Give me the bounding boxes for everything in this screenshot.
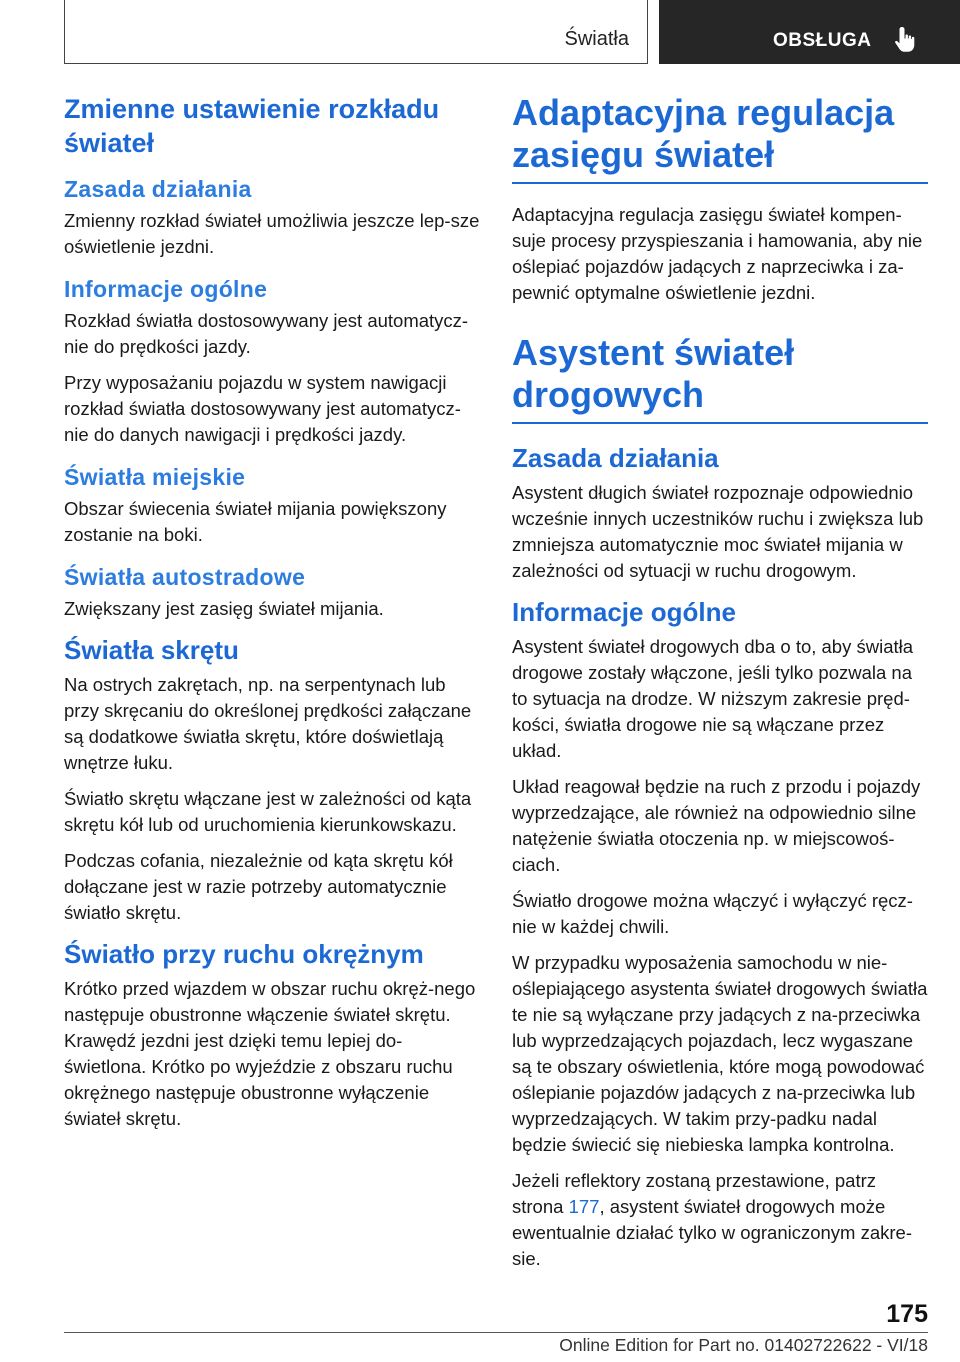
heading-rule bbox=[512, 332, 928, 424]
paragraph: Światło skrętu włączane jest w zależności od kąta skrętu kół lub od uruchomienia kierunkowskazu. bbox=[64, 788, 472, 835]
left-column bbox=[64, 92, 482, 1142]
paragraph: Krótko przed wjazdem w obszar ruchu okręż-nego następuje obustronne włączenie świateł skrętu. Krawędź jezdni jest dzięki temu lepiej do-świetlona. Krótko po wyjeździe z obszaru ruchu okrężnego następuje obustronne wyłączenie świateł skrętu. bbox=[64, 978, 476, 1129]
paragraph: Przy wyposażaniu pojazdu w system nawigacji rozkład światła dostosowywany jest automatycz-nie do danych nawigacji i prędkości jazdy. bbox=[64, 372, 461, 445]
paragraph: W przypadku wyposażenia samochodu w nie-oślepiającego asystenta świateł drogowych światła te nie są wyłączane przy jadących z na-przeciwka lub wyprzedzających pojazdach, lecz wygaszane są te obszary oświetlenia, które mogą powodować oślepianie pojazdów jadących z na-przeciwka lub wyprzedzających. W takim przy-padku nadal będzie świecić się niebieska lampka kontrolna. bbox=[512, 952, 928, 1155]
heading-informacje-ogolne-left: Informacje ogólne bbox=[64, 276, 268, 302]
paragraph: Obszar świecenia świateł mijania powiększony zostanie na boki. bbox=[64, 498, 447, 545]
heading-swiatlo-przy-ruchu-okreznym: Światło przy ruchu okrężnym bbox=[64, 939, 424, 969]
heading-asystent-swiatel: Asystent świateł drogowych bbox=[512, 332, 795, 415]
heading-swiatla-miejskie: Światła miejskie bbox=[64, 464, 246, 490]
text: Jeżeli reflektory zostaną przestawione, patrz strona bbox=[512, 1170, 877, 1217]
heading-rule bbox=[512, 92, 928, 184]
paragraph: Zwiększany jest zasięg świateł mijania. bbox=[64, 598, 384, 619]
text: , asystent świateł drogowych może ewentualnie działać tylko w ograniczonym zakre-sie. bbox=[512, 1196, 912, 1269]
heading-swiatla-autostradowe: Światła autostradowe bbox=[64, 564, 306, 590]
header-chapter-title: OBSŁUGA bbox=[773, 30, 872, 51]
header-section-box bbox=[64, 0, 648, 64]
footer-rule bbox=[64, 1332, 928, 1333]
heading-informacje-ogolne-right: Informacje ogólne bbox=[512, 597, 736, 627]
page-number: 175 bbox=[886, 1300, 928, 1328]
paragraph: Układ reagował będzie na ruch z przodu i pojazdy wyprzedzające, ale również na odpowiednio silne natężenie światła otoczenia np. w miejscowoś-ciach. bbox=[512, 776, 921, 875]
heading-swiatla-skretu: Światła skrętu bbox=[64, 635, 239, 665]
header-chapter-box bbox=[659, 0, 960, 64]
left-main-heading: Zmienne ustawienie rozkładu świateł bbox=[64, 94, 440, 158]
page-link-177[interactable]: 177 bbox=[568, 1196, 600, 1217]
paragraph: Na ostrych zakrętach, np. na serpentynach lub przy skręcaniu do określonej prędkości załączane są dodatkowe światła skrętu, które doświetlają wnętrze łuku. bbox=[64, 674, 472, 773]
paragraph: Rozkład światła dostosowywany jest automatycz-nie do prędkości jazdy. bbox=[64, 310, 469, 357]
paragraph: Asystent świateł drogowych dba o to, aby światła drogowe zostały włączone, jeśli tylko pozwala na to sytuacja na drodze. W niższym zakresie pręd-kości, światła drogowe nie są włączane przez układ. bbox=[512, 636, 914, 761]
heading-zasada-dzialania-right: Zasada działania bbox=[512, 443, 719, 473]
paragraph-with-link bbox=[512, 1168, 928, 1272]
paragraph: Asystent długich świateł rozpoznaje odpowiednio wcześnie innych uczestników ruchu i zwiększa lub zmniejsza automatycznie moc świateł mijania w zależności od sytuacji w ruchu drogowym. bbox=[512, 482, 924, 581]
paragraph: Adaptacyjna regulacja zasięgu świateł kompen-suje procesy przyspieszania i hamowania, aby nie oślepiać pojazdów jadących z naprzeciwka i za-pewnić optymalne oświetlenie jezdni. bbox=[512, 204, 923, 303]
heading-adaptacyjna-regulacja: Adaptacyjna regulacja zasięgu świateł bbox=[512, 92, 895, 175]
hand-pointer-icon bbox=[895, 25, 921, 55]
paragraph: Zmienny rozkład świateł umożliwia jeszcze lep-sze oświetlenie jezdni. bbox=[64, 210, 480, 257]
right-column bbox=[512, 92, 928, 1282]
paragraph: Światło drogowe można włączyć i wyłączyć ręcz-nie w każdej chwili. bbox=[512, 890, 913, 937]
heading-zasada-dzialania-left: Zasada działania bbox=[64, 176, 252, 202]
paragraph: Podczas cofania, niezależnie od kąta skrętu kół dołączane jest w razie potrzeby automatycznie światło skrętu. bbox=[64, 850, 453, 923]
header-section-title: Światła bbox=[564, 28, 629, 50]
footer-edition: Online Edition for Part no. 01402722622 - VI/18 bbox=[559, 1335, 928, 1355]
